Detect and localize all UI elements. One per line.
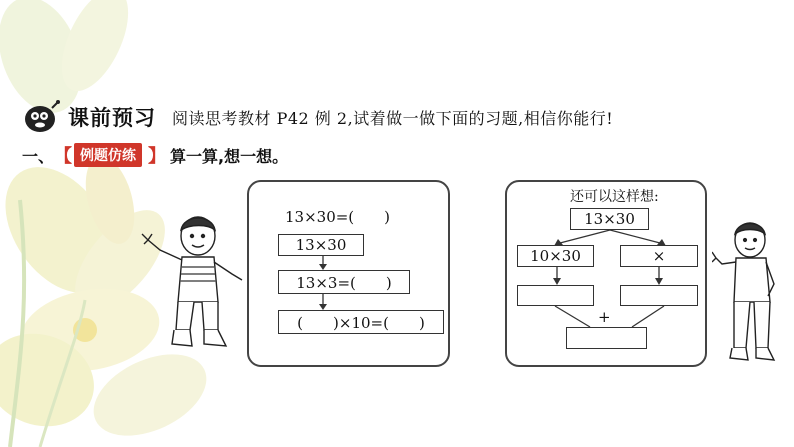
- arrow-down-icon: [654, 267, 664, 285]
- step3-text: ( )×10=( ): [297, 313, 425, 332]
- top-box: [570, 208, 649, 230]
- exercise-badge: 例题仿练: [74, 143, 142, 167]
- bracket-right-icon: 】: [148, 146, 167, 167]
- alt-method-label: 还可以这样想:: [570, 189, 659, 205]
- intro-text: 阅读思考教材 P42 例 2,试着做一做下面的习题,相信你能行!: [172, 109, 614, 128]
- exercise-line: [22, 142, 288, 168]
- step1-text: 13×30: [295, 236, 347, 254]
- plus-sign: +: [598, 308, 611, 326]
- arrow-down-icon: [552, 267, 562, 285]
- exercise-instruction: 算一算,想一想。: [170, 146, 289, 166]
- boy-left-illustration: [140, 212, 248, 352]
- sum-box: [566, 327, 647, 349]
- step1-box: [278, 234, 364, 256]
- equation-text: 13×30=( ): [285, 208, 391, 226]
- right-result-box: [620, 285, 698, 306]
- boy-right-illustration: [712, 218, 782, 366]
- right-box-text: ×: [652, 247, 666, 265]
- top-box-text: 13×30: [584, 210, 635, 228]
- step3-box: [278, 310, 444, 334]
- step2-text: 13×3=( ): [296, 273, 392, 292]
- arrow-down-icon: [318, 256, 328, 270]
- section-heading: [22, 100, 156, 134]
- mascot-icon: [22, 100, 62, 134]
- arrow-down-icon: [318, 294, 328, 310]
- bracket-left-icon: 【: [54, 146, 73, 167]
- left-box: [517, 245, 594, 267]
- exercise-number: 一、: [22, 146, 55, 166]
- left-result-box: [517, 285, 594, 306]
- step2-box: [278, 270, 410, 294]
- left-box-text: 10×30: [530, 247, 581, 265]
- right-box: [620, 245, 698, 267]
- section-title: 课前预习: [68, 106, 156, 130]
